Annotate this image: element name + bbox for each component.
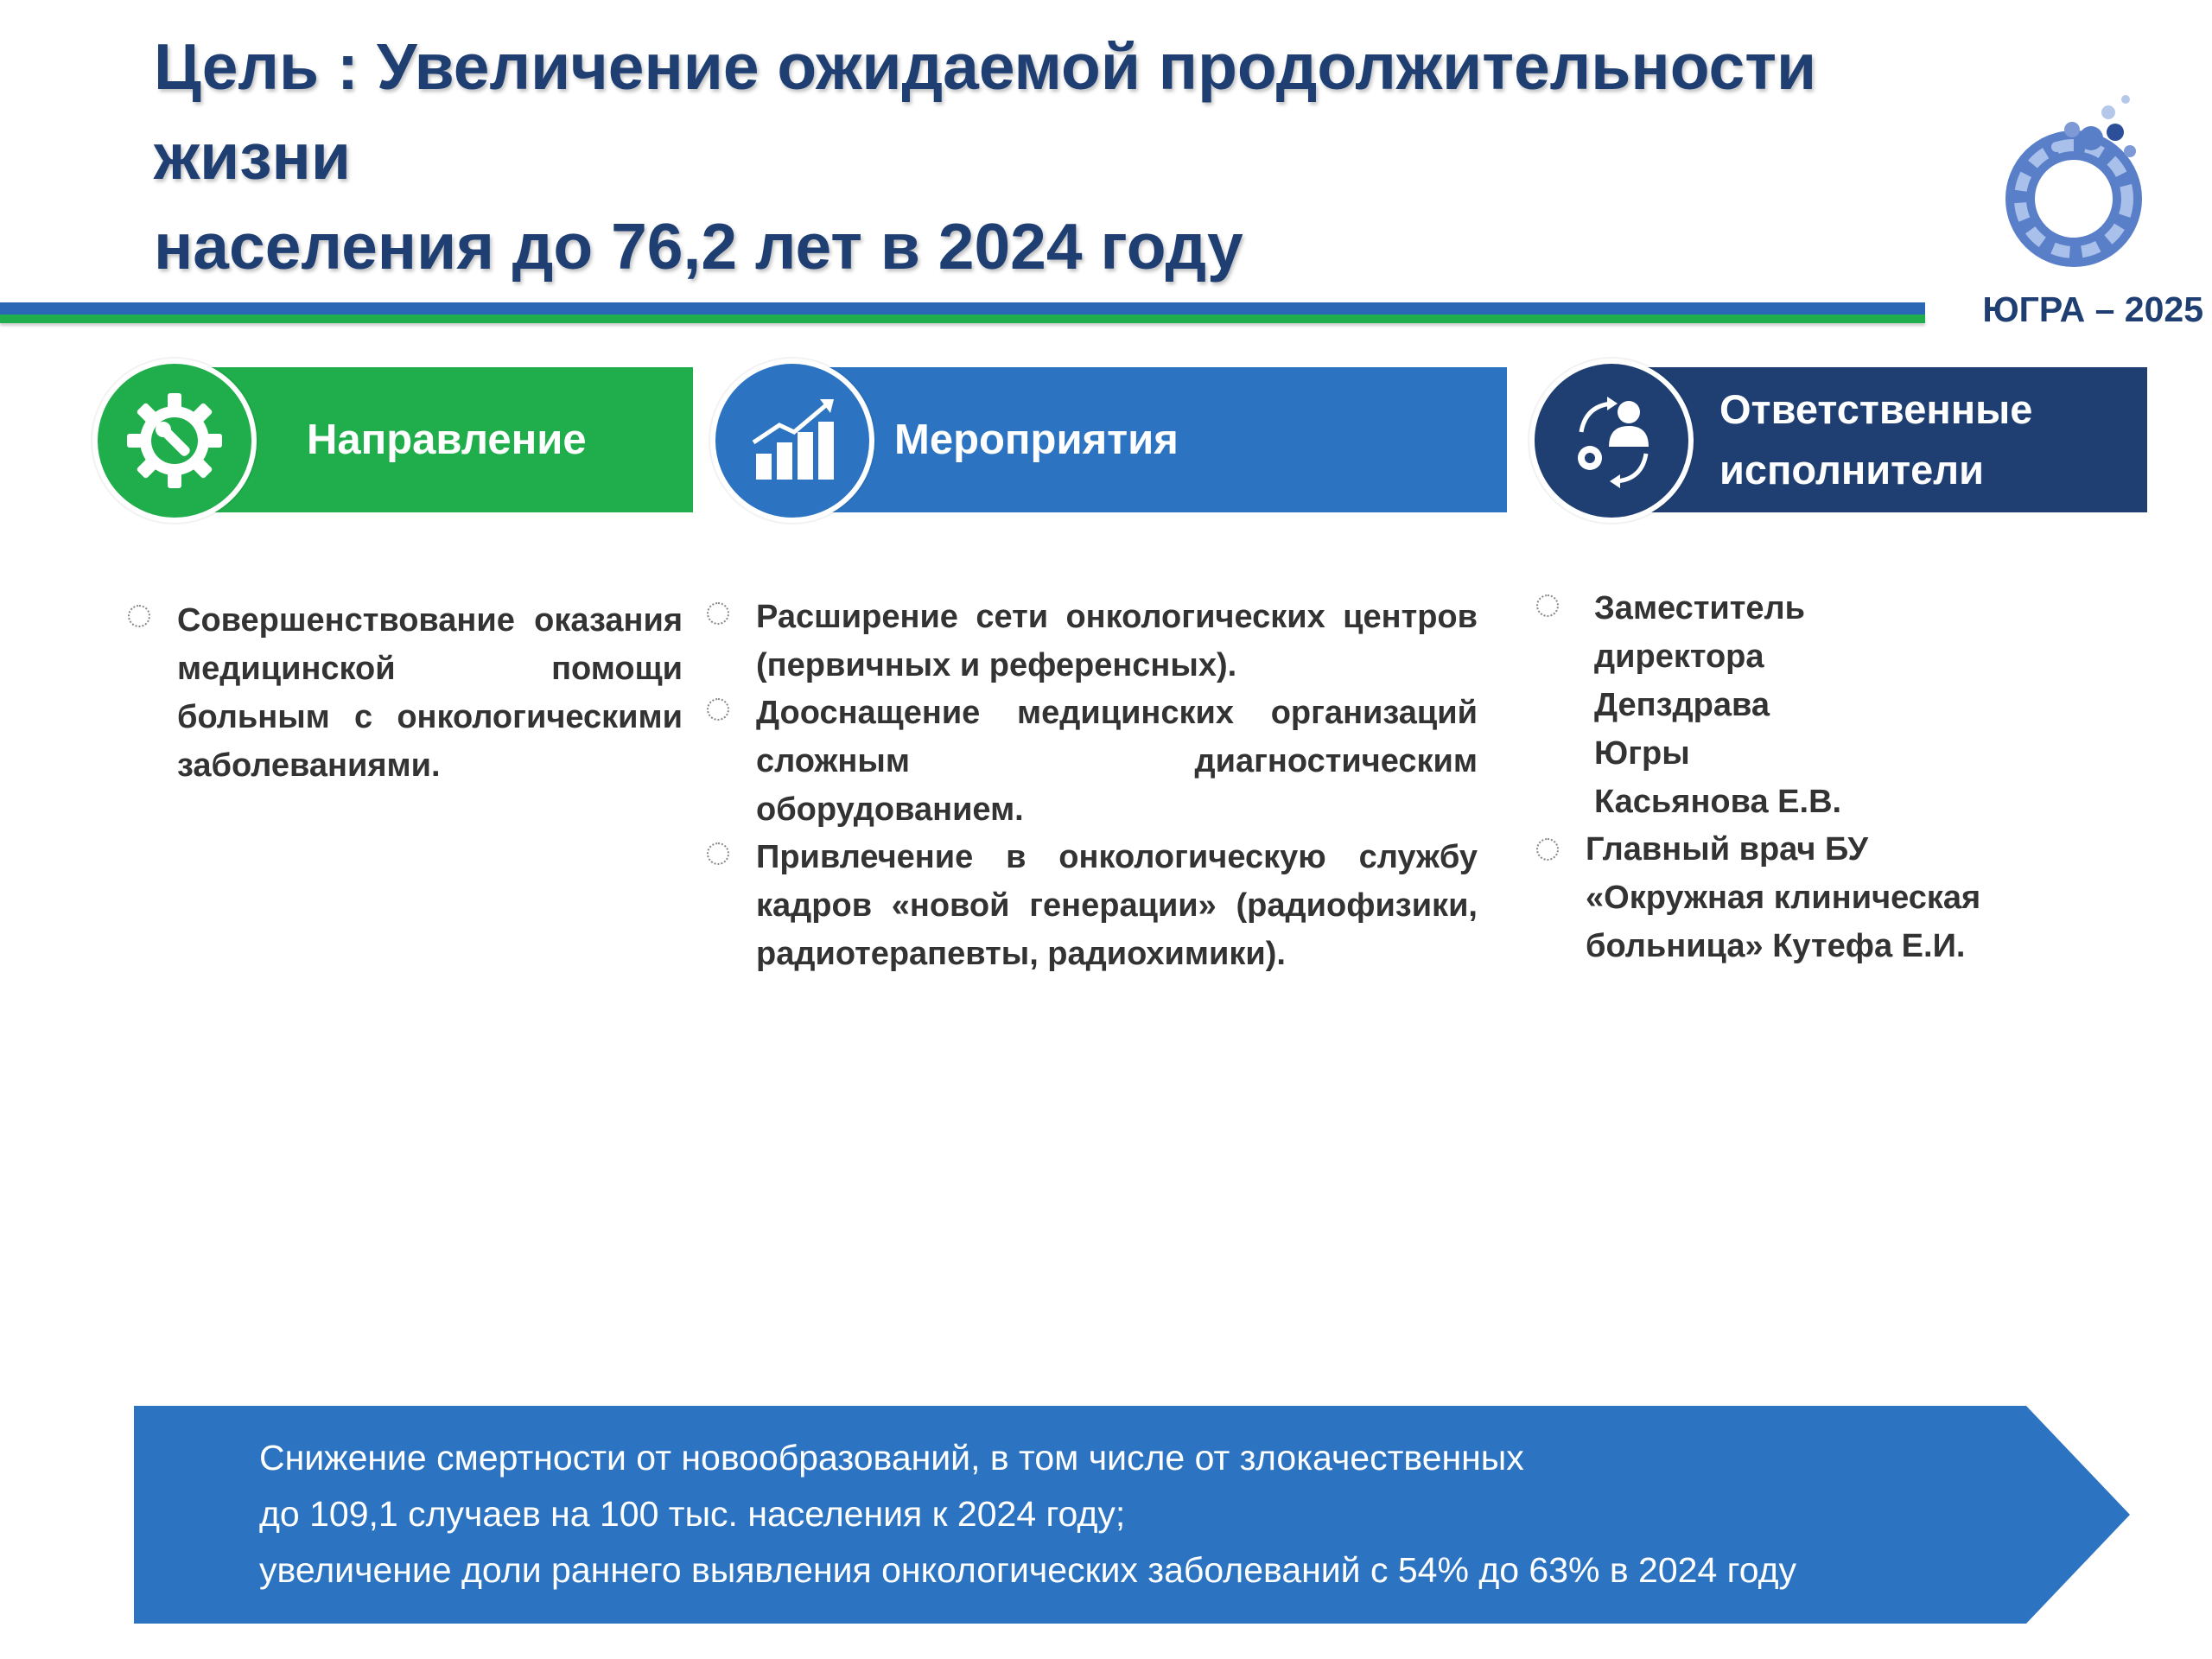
bullet-icon — [1536, 838, 1559, 861]
result-text — [259, 1430, 2074, 1599]
header-measures-label: Мероприятия — [894, 416, 1179, 463]
bullet-icon — [707, 698, 729, 721]
workflow-person-icon — [1529, 359, 1694, 523]
result-line-1: Снижение смертности от новообразований, в том числе от злокачественных — [259, 1438, 1524, 1478]
gear-wrench-icon — [92, 359, 257, 523]
responsible-item: Главный врач БУ «Окружная клиническая больница» Кутефа Е.И. — [1586, 831, 1981, 964]
header-stripe — [0, 302, 1925, 325]
bullet-icon — [1536, 594, 1559, 617]
measures-item: Привлечение в онкологическую службу кадров «новой генерации» (радиофизики, радиотерапевты, радиохимики). — [756, 839, 1478, 972]
result-line-3: увеличение доли раннего выявления онкологических заболеваний с 54% до 63% в 2024 году — [259, 1550, 1797, 1590]
measures-item: Дооснащение медицинских организаций сложным диагностическим оборудованием. — [756, 695, 1478, 828]
header-measures — [812, 367, 1507, 512]
responsible-item: Заместитель директора Депздрава Югры Касьянова Е.В. — [1594, 590, 1842, 820]
page-title — [154, 22, 2012, 291]
bullet-icon — [707, 602, 729, 625]
header-responsible-line-1: Ответственные — [1719, 386, 2033, 432]
yugra-logo-icon — [1987, 91, 2160, 272]
header-responsible — [1624, 367, 2147, 512]
stripe-green — [0, 315, 1925, 323]
title-line-2: населения до 76,2 лет в 2024 году — [154, 210, 1243, 283]
bullet-icon — [128, 605, 150, 627]
title-line-1: Цель : Увеличение ожидаемой продолжительности жизни — [154, 30, 1817, 193]
direction-item: Совершенствование оказания медицинской помощи больным с онкологическими заболеваниями. — [177, 602, 683, 784]
bar-chart-growth-icon — [710, 359, 874, 523]
result-line-2: до 109,1 случаев на 100 тыс. населения к 2024 году; — [259, 1494, 1126, 1534]
measures-item: Расширение сети онкологических центров (первичных и референсных). — [756, 599, 1478, 683]
header-direction — [190, 367, 693, 512]
header-direction-label: Направление — [307, 416, 587, 463]
header-responsible-line-2: исполнители — [1719, 447, 1985, 493]
bullet-icon — [707, 842, 729, 865]
logo-text: ЮГРА – 2025 — [1982, 289, 2203, 329]
stripe-blue — [0, 302, 1925, 315]
